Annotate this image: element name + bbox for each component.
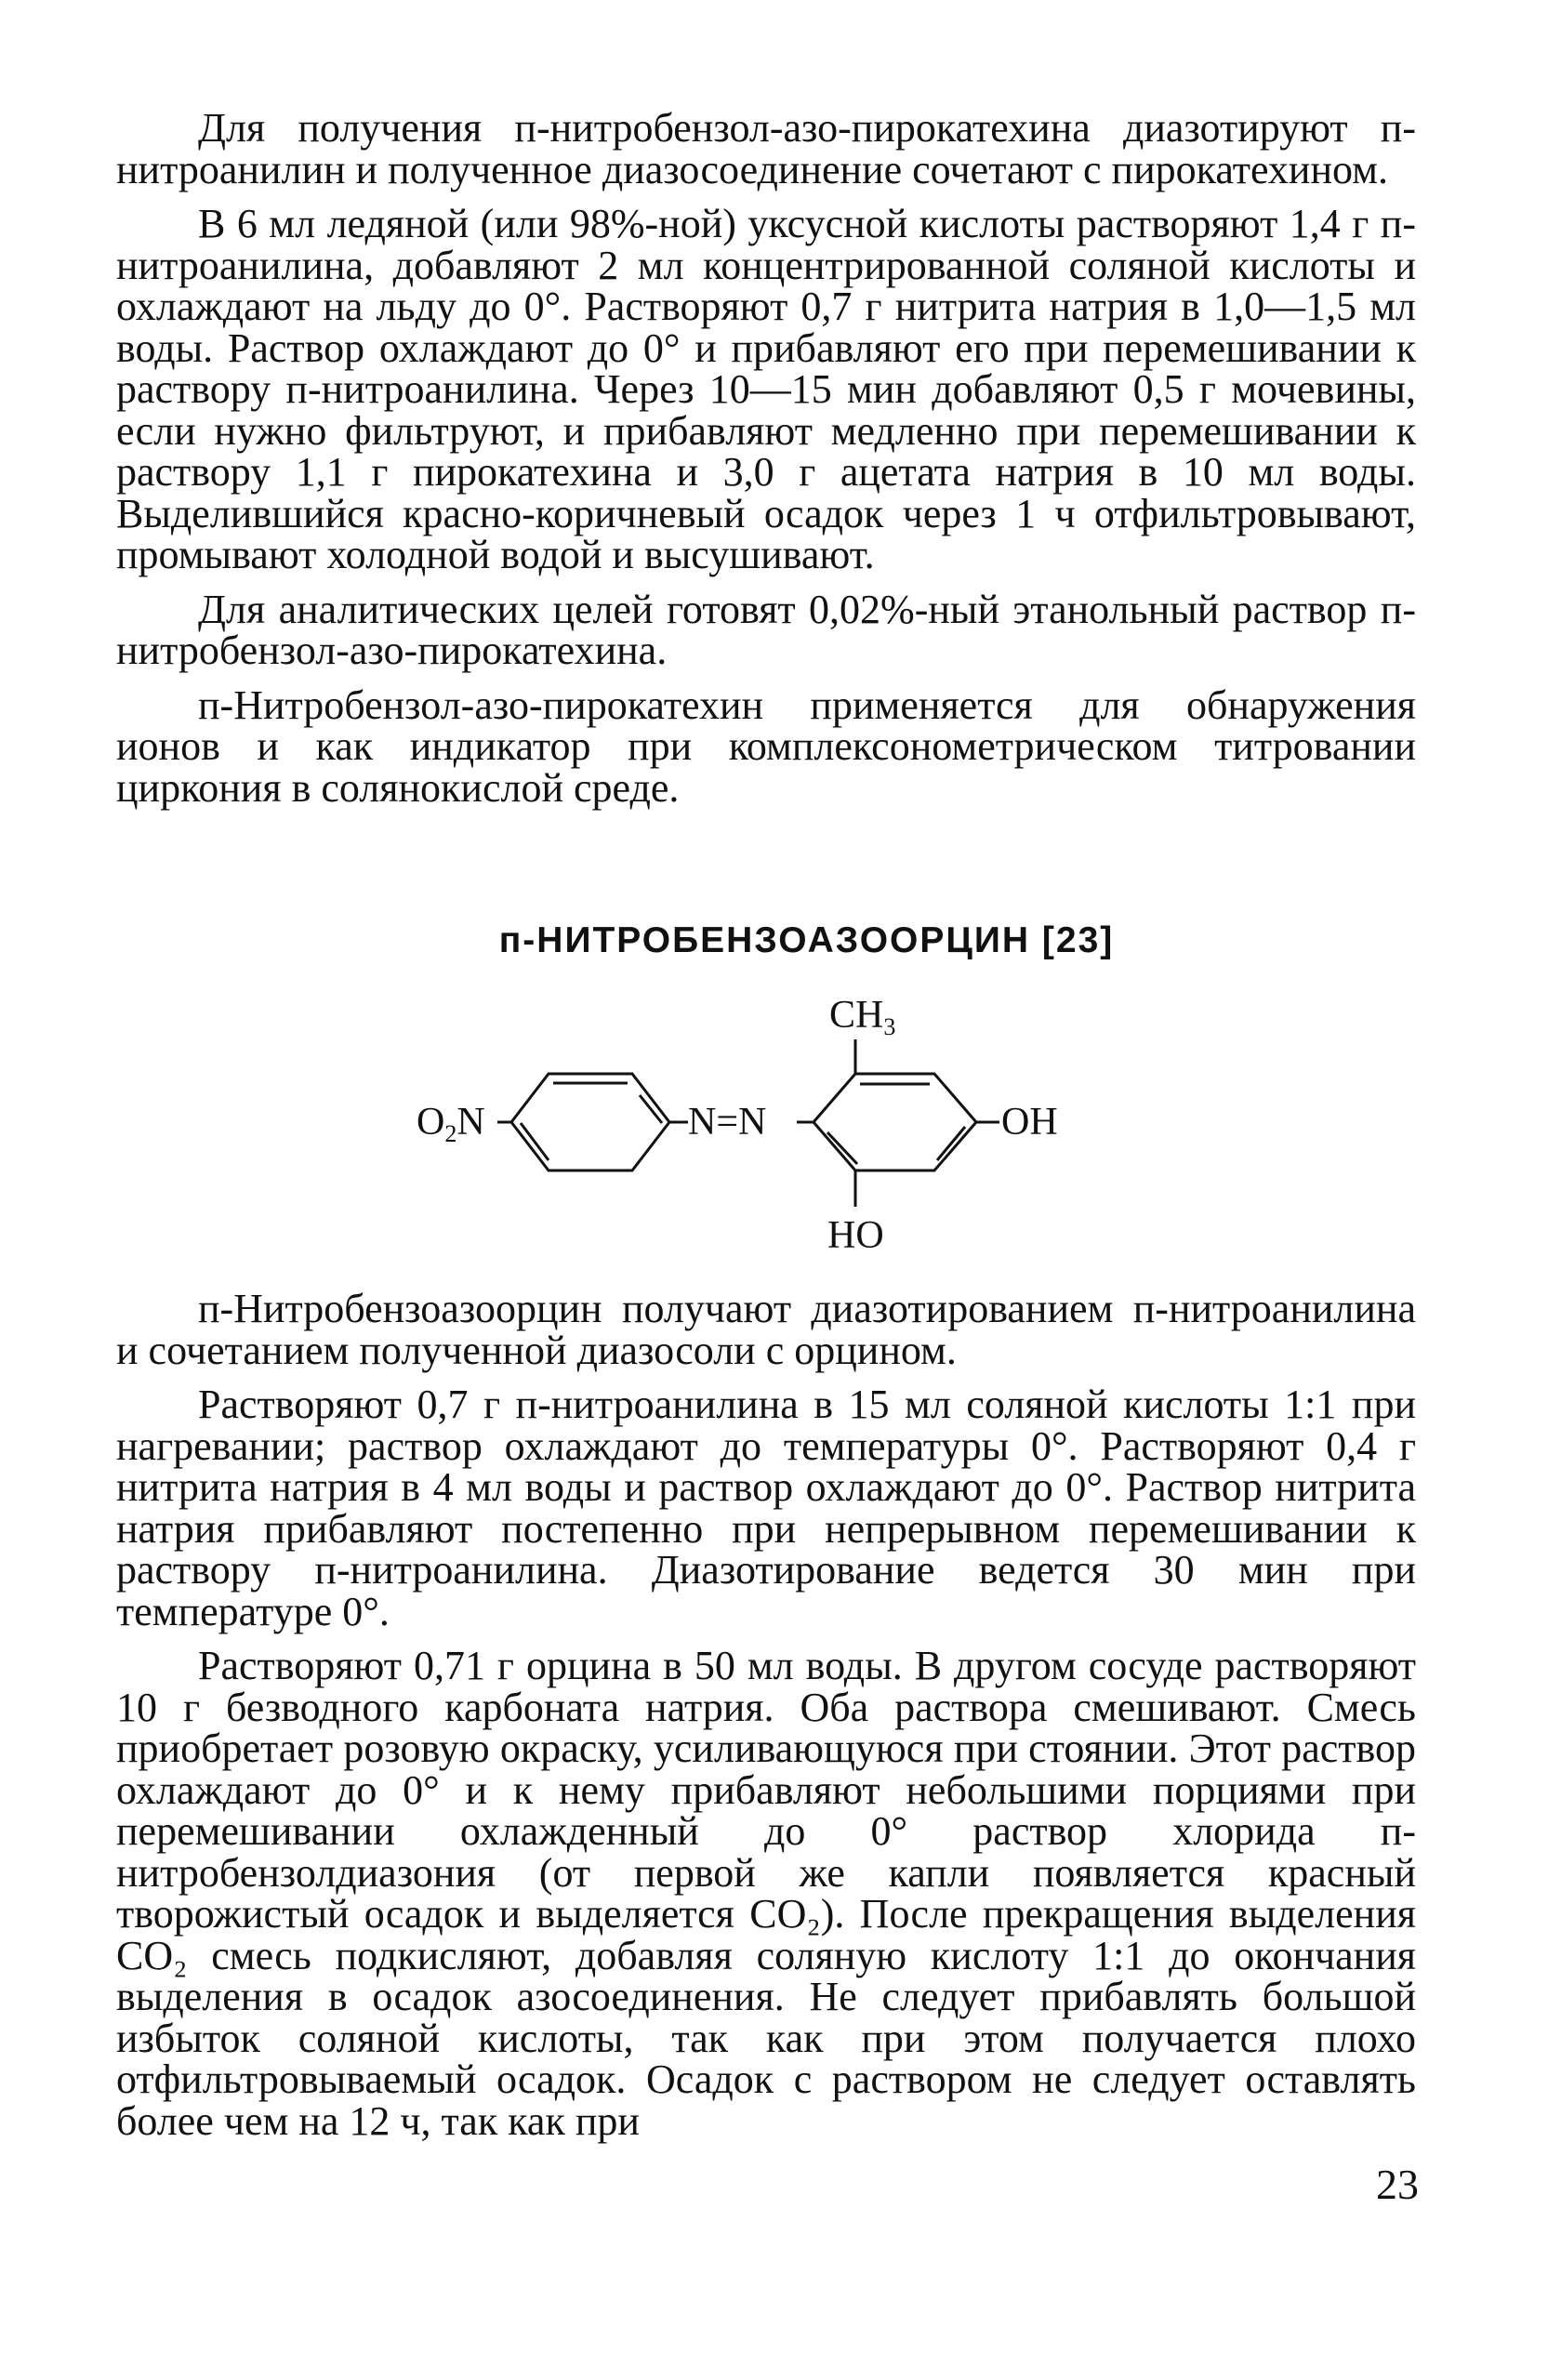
benzene-ring-left: [511, 1074, 669, 1170]
section-2-text: [116, 1286, 1416, 2144]
paragraph: Для аналитических целей готовят 0,02%-ный этанольный раствор п-нитробензол-азо-пирокатехина.: [116, 586, 1416, 673]
section-1-text: [116, 105, 1416, 811]
o2n-label: O2N: [417, 1101, 485, 1147]
paragraph: Для получения п-нитробензол-азо-пирокатехина диазотируют п-нитроанилин и полученное диазосоединение сочетают с пирокатехином.: [116, 105, 1416, 192]
paragraph: п-Нитробензол-азо-пирокатехин применяется для обнаружения ионов и как индикатор при комплексонометрическом титровании циркония в солянокислой среде.: [116, 681, 1416, 811]
paragraph: В 6 мл ледяной (или 98%-ной) уксусной кислоты растворяют 1,4 г п-нитроанилина, добавляют 2 мл концентрированной соляной кислоты и охлаждают на льду до 0°. Растворяют 0,7 г нитрита натрия в 1,0—1,5 мл воды. Раствор охлаждают до 0° и прибавляют его при перемешивании к раствору п-нитроанилина. Через 10—15 мин добавляют 0,5 г мочевины, если нужно фильтруют, и прибавляют медленно при перемешивании к раствору 1,1 г пирокатехина и 3,0 г ацетата натрия в 10 мл воды. Выделившийся красно-коричневый осадок через 1 ч отфильтровывают, промывают холодной водой и высушивают.: [116, 201, 1416, 577]
structural-formula: [400, 985, 1218, 1264]
section-heading: п-НИТРОБЕНЗОАЗООРЦИН [23]: [498, 920, 1115, 960]
benzene-ring-right: [814, 1074, 976, 1170]
azo-label: N=N: [688, 1101, 767, 1144]
ho-label: HO: [827, 1214, 884, 1257]
paragraph: п-Нитробензоазоорцин получают диазотированием п-нитроанилина и сочетанием полученной диазосоли с орцином.: [116, 1286, 1416, 1373]
ch3-label: CH3: [829, 994, 896, 1040]
oh-label: OH: [1001, 1101, 1058, 1144]
paragraph: Растворяют 0,7 г п-нитроанилина в 15 мл соляной кислоты 1:1 при нагревании; раствор охлаждают до температуры 0°. Растворяют 0,4 г нитрита натрия в 4 мл воды и раствор охлаждают до 0°. Раствор нитрита натрия прибавляют постепенно при непрерывном перемешивании к раствору п-нитроанилина. Диазотирование ведется 30 мин при температуре 0°.: [116, 1382, 1416, 1634]
page-number: 23: [1376, 2161, 1419, 2208]
paragraph: Растворяют 0,71 г орцина в 50 мл воды. В другом сосуде растворяют 10 г безводного карбоната натрия. Оба раствора смешивают. Смесь приобретает розовую окраску, усиливающуюся при стоянии. Этот раствор охлаждают до 0° и к нему прибавляют небольшими порциями при перемешивании охлажденный до 0° раствор хлорида п-нитробензолдиазония (от первой же капли появляется красный творожистый осадок и выделяется CO₂). После прекращения выделения CO₂ смесь подкисляют, добавляя соляную кислоту 1:1 до окончания выделения в осадок азосоединения. Не следует прибавлять большой избыток соляной кислоты, так как при этом получается плохо отфильтровываемый осадок. Осадок с раствором не следует оставлять более чем на 12 ч, так как при: [116, 1643, 1416, 2144]
